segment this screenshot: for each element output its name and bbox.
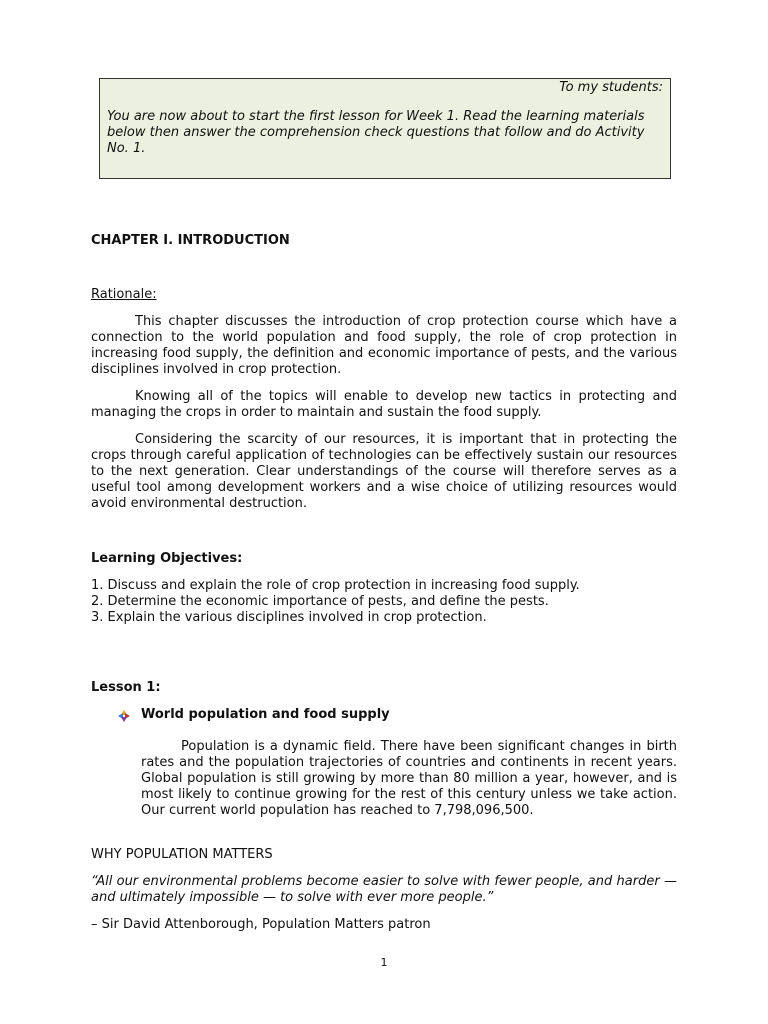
why-population-heading: WHY POPULATION MATTERS [91, 847, 273, 862]
objectives-heading: Learning Objectives: [91, 551, 243, 566]
rationale-heading: Rationale: [91, 287, 157, 302]
objective-item: 1. Discuss and explain the role of crop protection in increasing food supply. [91, 578, 580, 593]
objectives-list [91, 578, 677, 626]
lesson-bullet-title: World population and food supply [141, 707, 390, 722]
rationale-paragraph-2: Knowing all of the topics will enable to develop new tactics in protecting and managing the crops in order to maintain and sustain the food supply. [91, 389, 677, 420]
population-paragraph: Population is a dynamic field. There have been significant changes in birth rates and the population trajectories of countries and continents in recent years. Global population is still growing by more than 80 million a year, however, and is most likely to continue growing for the rest of this century unless we take action. Our current world population has reached to 7,798,096,500. [141, 739, 677, 818]
quote-text: “All our environmental problems become easier to solve with fewer people, and harder — and ultimately impossible — to solve with ever more people.” [91, 874, 677, 905]
notice-greeting: To my students: [559, 80, 663, 95]
arrow-bullet-icon [118, 710, 130, 722]
rationale-paragraph-1: This chapter discusses the introduction of crop protection course which have a connection to the world population and food supply, the role of crop protection in increasing food supply, the definition and economic importance of pests, and the various disciplines involved in crop protection. [91, 314, 677, 377]
instruction-box [99, 78, 671, 179]
quote-attribution: – Sir David Attenborough, Population Matters patron [91, 917, 431, 932]
page-number: 1 [380, 956, 388, 969]
chapter-title: CHAPTER I. INTRODUCTION [91, 233, 290, 248]
objective-item: 3. Explain the various disciplines involved in crop protection. [91, 610, 487, 625]
rationale-paragraph-3: Considering the scarcity of our resources, it is important that in protecting the crops through careful application of technologies can be effectively sustain our resources to the next generation. Clear understandings of the course will therefore serves as a useful tool among development workers and a wise choice of utilizing resources would avoid environmental destruction. [91, 432, 677, 511]
lesson-heading: Lesson 1: [91, 680, 161, 695]
objective-item: 2. Determine the economic importance of pests, and define the pests. [91, 594, 549, 609]
notice-message: You are now about to start the first lesson for Week 1. Read the learning materials below then answer the comprehension check questions that follow and do Activity No. 1. [107, 109, 645, 156]
